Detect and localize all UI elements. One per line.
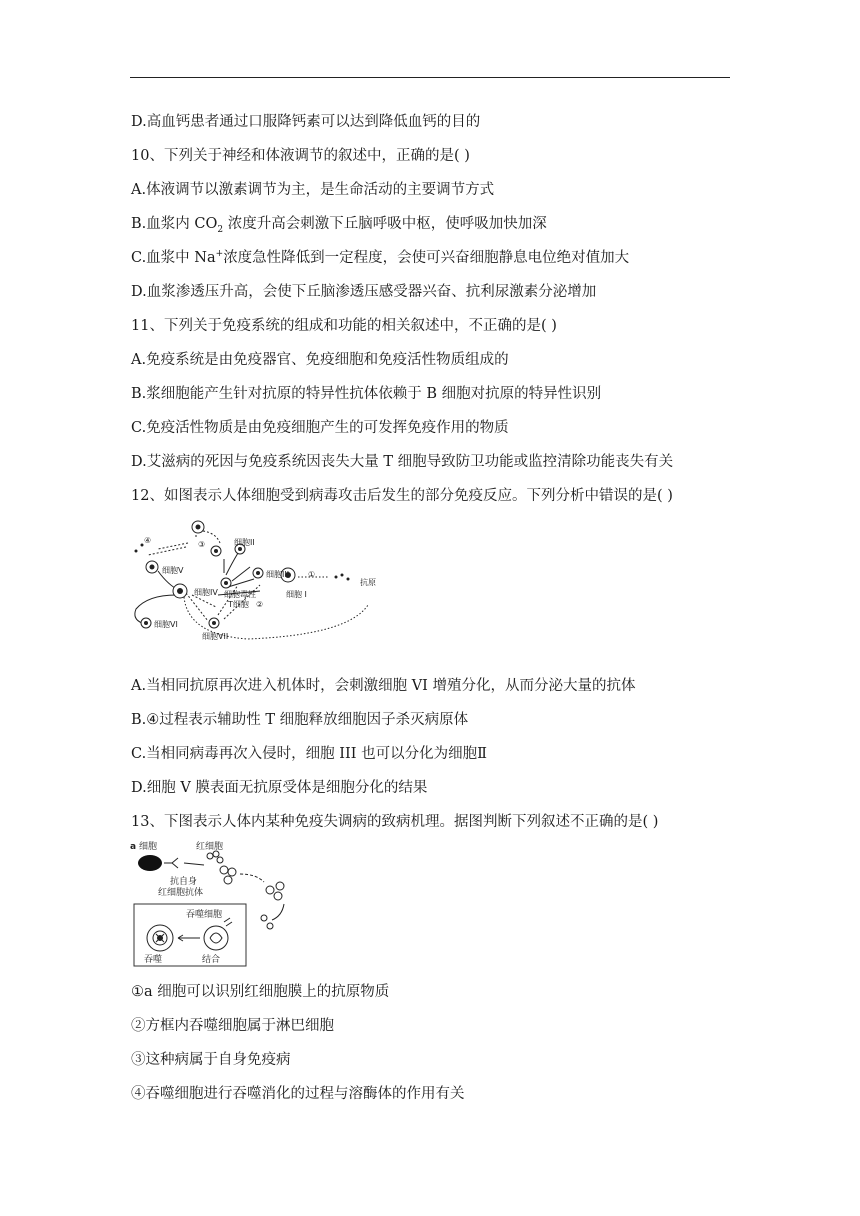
label-cell-i: 细胞 I xyxy=(286,590,307,599)
label-a-cell: a 细胞 xyxy=(130,842,157,852)
label-cell-vii: 细胞VII xyxy=(202,632,229,641)
label-num-4: ④ xyxy=(144,536,152,545)
label-cell-ii: 细胞II xyxy=(234,538,255,547)
label-cell-vi: 细胞VI xyxy=(154,620,178,629)
q13-stem: 13、下图表示人体内某种免疫失调病的致病机理。据图判断下列叙述不正确的是( ) xyxy=(131,814,659,830)
label-num-2: ② xyxy=(256,600,264,609)
q12-option-a: A.当相同抗原再次进入机体时，会刺激细胞 VI 增殖分化，从而分泌大量的抗体 xyxy=(131,678,636,694)
label-cytotoxic-2: T细胞 xyxy=(228,600,249,609)
q12-option-b: B.④过程表示辅助性 T 细胞释放细胞因子杀灭病原体 xyxy=(131,712,469,728)
q10-option-a: A.体液调节以激素调节为主，是生命活动的主要调节方式 xyxy=(131,182,495,198)
q12-immune-diagram xyxy=(128,515,378,659)
label-engulf: 吞噬 xyxy=(144,955,163,965)
q13-statement-1: ①a 细胞可以识别红细胞膜上的抗原物质 xyxy=(131,984,390,1000)
label-cell-v: 细胞V xyxy=(162,566,184,575)
q12-stem: 12、如图表示人体细胞受到病毒攻击后发生的部分免疫反应。下列分析中错误的是( ) xyxy=(131,488,673,504)
label-num-3: ③ xyxy=(198,540,206,549)
q11-option-c: C.免疫活性物质是由免疫细胞产生的可发挥免疫作用的物质 xyxy=(131,420,509,436)
q13-autoimmune-diagram xyxy=(128,838,308,976)
q9-option-d: D.高血钙患者通过口服降钙素可以达到降低血钙的目的 xyxy=(131,114,481,130)
q10-option-d: D.血浆渗透压升高，会使下丘脑渗透压感受器兴奋、抗利尿激素分泌增加 xyxy=(131,284,597,300)
q13-statement-4: ④吞噬细胞进行吞噬消化的过程与溶酶体的作用有关 xyxy=(131,1086,465,1102)
label-red-blood-cell: 红细胞 xyxy=(196,842,224,852)
label-phagocyte: 吞噬细胞 xyxy=(186,910,223,920)
q11-option-a: A.免疫系统是由免疫器官、免疫细胞和免疫活性物质组成的 xyxy=(131,352,509,368)
q10-option-c: C.血浆中 Na+浓度急性降低到一定程度，会使可兴奋细胞静息电位绝对值加大 xyxy=(131,249,630,266)
label-cytotoxic-1: 细胞毒性 xyxy=(224,590,256,599)
label-antibody-2: 红细胞抗体 xyxy=(158,888,204,898)
header-rule xyxy=(130,77,730,78)
label-antibody-1: 抗自身 xyxy=(170,877,198,887)
label-antigen: 抗原 xyxy=(360,578,376,587)
q12-option-d: D.细胞 V 膜表面无抗原受体是细胞分化的结果 xyxy=(131,780,428,796)
q10-option-b: B.血浆内 $CO_2$ 浓度升高会刺激下丘脑呼吸中枢，使呼吸加快加深 xyxy=(131,216,547,235)
label-num-1: ① xyxy=(308,570,316,579)
q11-option-d: D.艾滋病的死因与免疫系统因丧失大量 T 细胞导致防卫功能或监控清除功能丧失有关 xyxy=(131,454,674,470)
label-bind: 结合 xyxy=(202,955,221,965)
label-cell-iii: 细胞III xyxy=(266,570,290,579)
q13-statement-3: ③这种病属于自身免疫病 xyxy=(131,1052,291,1068)
q11-stem: 11、下列关于免疫系统的组成和功能的相关叙述中，不正确的是( ) xyxy=(131,318,557,334)
q11-option-b: B.浆细胞能产生针对抗原的特异性抗体依赖于 B 细胞对抗原的特异性识别 xyxy=(131,386,602,402)
q13-statement-2: ②方框内吞噬细胞属于淋巴细胞 xyxy=(131,1018,334,1034)
label-cell-iv: 细胞IV xyxy=(194,588,218,597)
q12-option-c: C.当相同病毒再次入侵时，细胞 III 也可以分化为细胞Ⅱ xyxy=(131,746,487,762)
q10-stem: 10、下列关于神经和体液调节的叙述中，正确的是( ) xyxy=(131,148,470,164)
